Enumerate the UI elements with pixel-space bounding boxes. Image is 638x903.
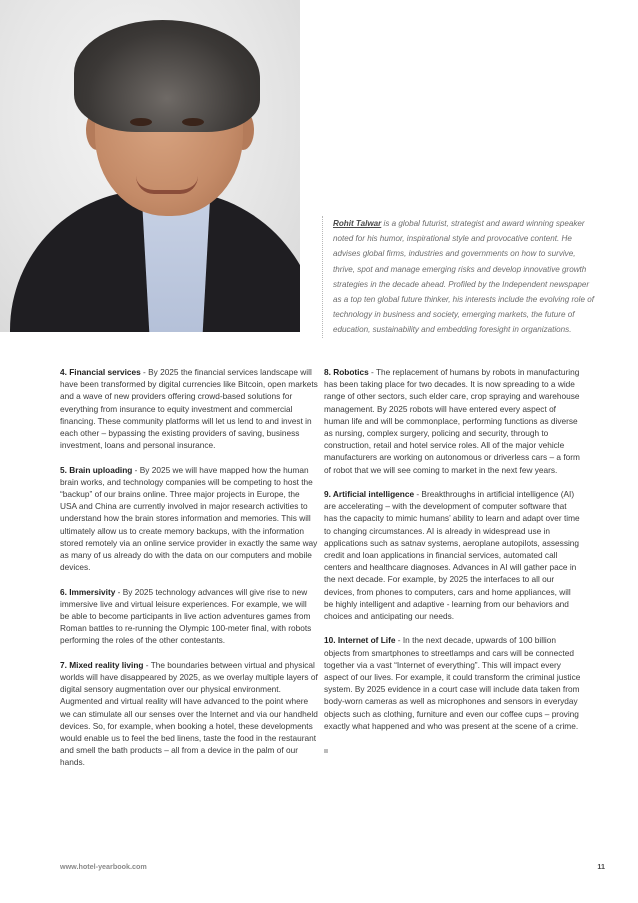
section-heading: 8. Robotics	[324, 367, 369, 377]
footer-url[interactable]: www.hotel-yearbook.com	[60, 862, 147, 871]
section-body: - By 2025 technology advances will give rise to new immersive live and virtual leisure experiences. For example, we will be able to become participants in live action adventures games from Roman battles to re-running the Olympic 100-meter final, with robots performing the roles of the other contestants.	[60, 586, 312, 646]
section-mixed-reality-living	[60, 659, 318, 769]
portrait-mouth	[136, 176, 198, 194]
section-brain-uploading	[60, 464, 318, 574]
author-portrait	[0, 0, 300, 332]
section-heading: 7. Mixed reality living	[60, 659, 144, 670]
article-end-mark	[324, 749, 328, 753]
section-robotics	[324, 366, 582, 476]
left-column	[60, 366, 318, 781]
portrait-eye-left	[130, 118, 152, 126]
section-artificial-intelligence	[324, 488, 582, 622]
section-body: - By 2025 the financial services landscape will have been transformed by digital currencies like Bitcoin, open markets and a wave of new providers offering crowd-based solutions for everything from insurance to equity investment and commercial financing. These community platforms will let us lend to and invest in each other – bypassing the existing providers of saving, business investment, loans and personal insurance.	[60, 367, 318, 451]
author-bio	[322, 216, 595, 338]
section-body: - Breakthroughs in artificial intelligence (AI) are accelerating – with the development of computer software that has the capacity to mimic humans’ ability to learn and adapt over time to changing circumstances. AI is already in widespread use in applications such as satnav systems, aeroplane autopilots, assessing credit and loan applications in financial services, automated call centers and healthcare diagnoses. Advances in AI will gather pace in the next decade. For example, by 2025 the interfaces to all our devices, from phones to computers, cars and home appliances, will be highly intelligent and adaptive - learning from our behaviors and choices and anticipating our needs.	[324, 489, 580, 622]
section-body: - The boundaries between virtual and physical worlds will have disappeared by 2025, as we overlay multiple layers of digital sensory augmentation over our physical environment. Augmented and virtual reality will have advanced to the point where we can stimulate all our senses over the Internet and via our handheld devices. So, for example, when booking a hotel, these developments would enable us to feel the bed linens, taste the food in the restaurant and smell the bath products – all from a device in the palm of our hands.	[60, 659, 318, 768]
author-name: Rohit Talwar	[333, 219, 382, 228]
section-heading: 5. Brain uploading	[60, 464, 133, 475]
section-heading: 10. Internet of Life	[324, 635, 396, 646]
right-column	[324, 366, 582, 756]
section-body: - The replacement of humans by robots in manufacturing has been taking place for two decades. It is now spreading to a wide range of other sectors, such elder care, crop spraying and warehouse management. By 2025 robots will have entered every aspect of human life and will be commonplace, performing functions as diverse as nursing, complex surgery, policing and security, through to construction, retail and hotel service roles. All of the major vehicle manufacturers are working on autonomous or driverless cars – a form of robot that we will see coming to market in the next few years.	[324, 367, 580, 475]
section-body: - In the next decade, upwards of 100 billion objects from smartphones to streetlamps and cars will be connected together via a vast “Internet of everything”. This will impact every aspect of our lives. For example, it could transform the criminal justice system. By 2025 evidence in a court case will include data taken from body-worn cameras as well as microphones and sensors in everyday objects such as clothing, furniture and even our coffee cups – proving exactly what happened and who was present at the scene of a crime.	[324, 635, 581, 731]
portrait-hair	[74, 20, 260, 132]
section-heading: 6. Immersivity	[60, 586, 116, 597]
section-heading: 4. Financial services	[60, 367, 141, 377]
portrait-eye-right	[182, 118, 204, 126]
author-bio-text: is a global futurist, strategist and award winning speaker noted for his humor, inspirational style and provocative content. He advises global firms, industries and governments on how to survive, thrive, spot and manage emerging risks and develop innovative growth strategies in the decade ahead. Profiled by the Independent newspaper as a top ten global future thinker, his interests include the evolving role of technology in business and society, emerging markets, the future of education, sustainability and embedding foresight in organizations.	[333, 219, 594, 335]
section-heading: 9. Artificial intelligence	[324, 489, 415, 500]
page-number: 11	[597, 862, 605, 871]
section-immersivity	[60, 586, 318, 647]
section-internet-of-life	[324, 634, 582, 732]
section-financial-services	[60, 366, 318, 451]
section-body: - By 2025 we will have mapped how the human brain works, and technology companies will be competing to host the “backup” of our brains online. Three major projects in Europe, the USA and China are currently involved in major research activities to understand how the brain stores information and memories. This will ultimately allow us to create memory backups, with the information stored remotely via an online service provider in exactly the same way as many of us already do with the data on our computers and mobile devices.	[60, 464, 318, 573]
